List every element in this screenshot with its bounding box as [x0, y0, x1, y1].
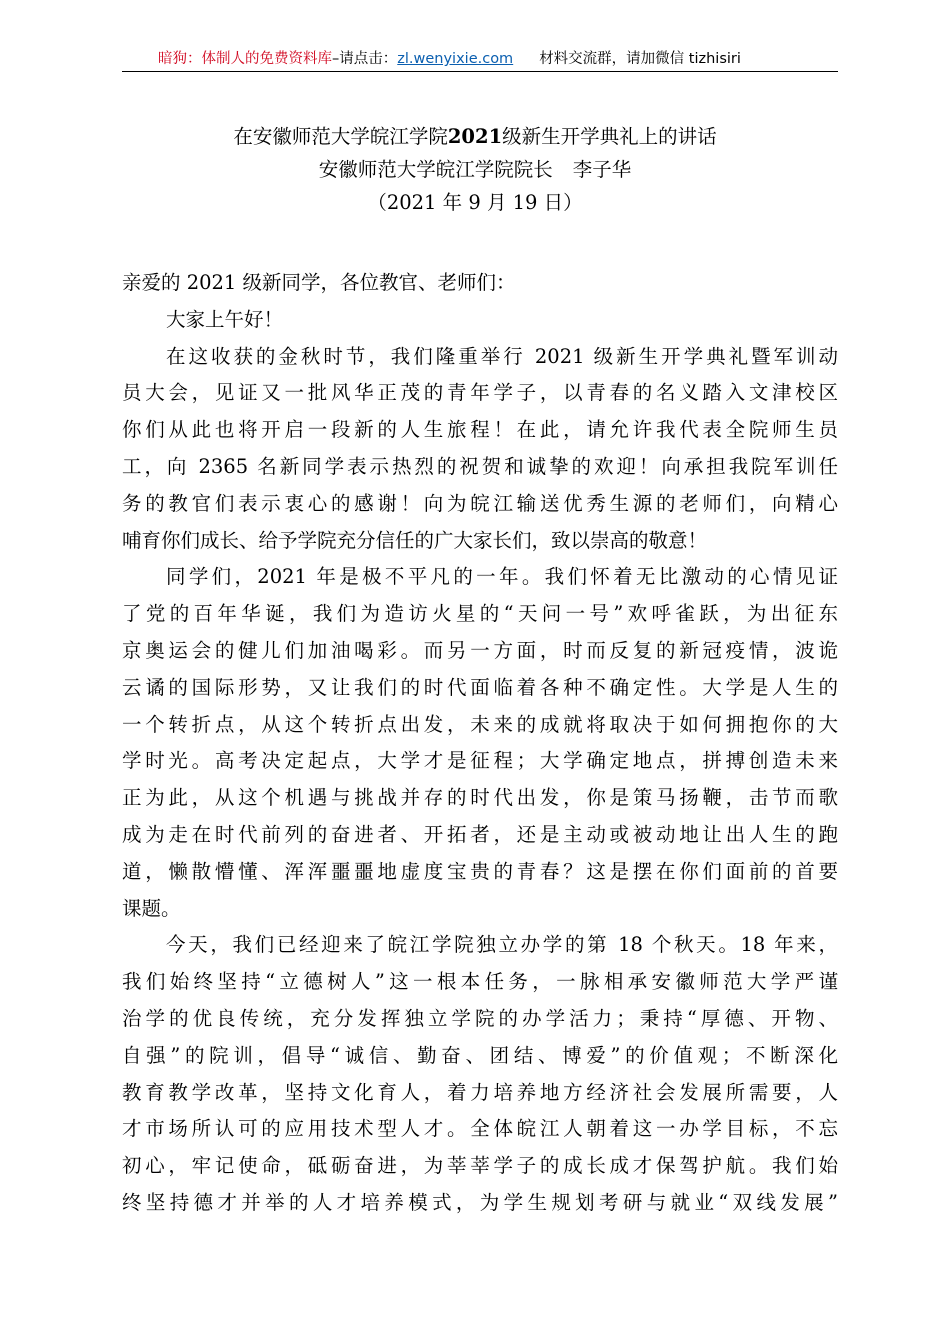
- body-line: 务的教官们表示衷心的感谢！向为皖江输送优秀生源的老师们，向精心: [122, 491, 838, 515]
- body-line: 成为走在时代前列的奋进者、开拓者，还是主动或被动地让出人生的跑: [122, 822, 838, 846]
- body-line: 一个转折点，从这个转折点出发，未来的成就将取决于如何拥抱你的大: [122, 712, 838, 736]
- body-line: 大家上午好！: [166, 307, 284, 331]
- body-line: 我们始终坚持“立德树人”这一根本任务，一脉相承安徽师范大学严谨: [122, 970, 838, 994]
- body-line: 同学们，2021 年是极不平凡的一年。我们怀着无比激动的心情见证: [166, 565, 838, 589]
- body-line: 在这收获的金秋时节，我们隆重举行 2021 级新生开学典礼暨军训动: [166, 344, 838, 368]
- body-line: 京奥运会的健儿们加油喝彩。而另一方面，时而反复的新冠疫情，波诡: [122, 638, 838, 662]
- title-block: [0, 120, 950, 219]
- body-line: 道，懒散懵懂、浑浑噩噩地虚度宝贵的青春？这是摆在你们面前的首要: [122, 859, 838, 883]
- body-line: 才市场所认可的应用技术型人才。全体皖江人朝着这一办学目标，不忘: [122, 1117, 838, 1141]
- page-header: [122, 46, 838, 72]
- header-link[interactable]: zl.wenyixie.com: [397, 51, 514, 67]
- speech-title: [0, 120, 950, 153]
- body-line: 哺育你们成长、给予学院充分信任的广大家长们，致以崇高的敬意！: [122, 528, 708, 552]
- body-line: 课题。: [122, 896, 181, 920]
- salutation: 亲爱的 2021 级新同学，各位教官、老师们：: [122, 271, 516, 294]
- body-line: 了党的百年华诞，我们为造访火星的“天问一号”欢呼雀跃，为出征东: [122, 602, 838, 626]
- body-line: 教育教学改革，坚持文化育人，着力培养地方经济社会发展所需要，人: [122, 1080, 838, 1104]
- body-line: 今天，我们已经迎来了皖江学院独立办学的第 18 个秋天。18 年来，: [166, 933, 838, 957]
- speech-body: [122, 265, 838, 1222]
- body-line: 工，向 2365 名新同学表示热烈的祝贺和诚挚的欢迎！向承担我院军训任: [122, 454, 838, 478]
- header-wechat: 材料交流群，请加微信 tizhisiri: [539, 51, 741, 67]
- speech-title-post: 级新生开学典礼上的讲话: [502, 125, 717, 148]
- header-click-label: –请点击：: [332, 51, 398, 67]
- body-line: 自强”的院训，倡导“诚信、勤奋、团结、博爱”的价值观；不断深化: [122, 1043, 838, 1067]
- body-line: 你们从此也将开启一段新的人生旅程！在此，请允许我代表全院师生员: [122, 418, 838, 442]
- body-line: 初心，牢记使命，砥砺奋进，为莘莘学子的成长成才保驾护航。我们始: [122, 1154, 838, 1178]
- body-line: 员大会，见证又一批风华正茂的青年学子，以青春的名义踏入文津校区: [122, 381, 838, 405]
- header-divider: [122, 71, 838, 72]
- body-line: 正为此，从这个机遇与挑战并存的时代出发，你是策马扬鞭，击节而歌: [122, 786, 838, 810]
- body-line: 治学的优良传统，充分发挥独立学院的办学活力；秉持“厚德、开物、: [122, 1006, 838, 1030]
- speech-date: （2021 年 9 月 19 日）: [367, 191, 583, 214]
- speech-title-year: 2021: [447, 125, 503, 148]
- speaker-line: [0, 153, 950, 186]
- body-line: 学时光。高考决定起点，大学才是征程；大学确定地点，拼搏创造未来: [122, 749, 838, 773]
- speech-title-pre: 在安徽师范大学皖江学院: [233, 125, 448, 148]
- speaker-name: 李子华: [572, 158, 632, 181]
- speaker-title: 安徽师范大学皖江学院院长: [318, 158, 553, 181]
- header-brand[interactable]: 暗狗：体制人的免费资料库: [158, 51, 332, 67]
- body-line: 终坚持德才并举的人才培养模式，为学生规划考研与就业“双线发展”: [122, 1190, 838, 1214]
- body-line: 云谲的国际形势，又让我们的时代面临着各种不确定性。大学是人生的: [122, 675, 838, 699]
